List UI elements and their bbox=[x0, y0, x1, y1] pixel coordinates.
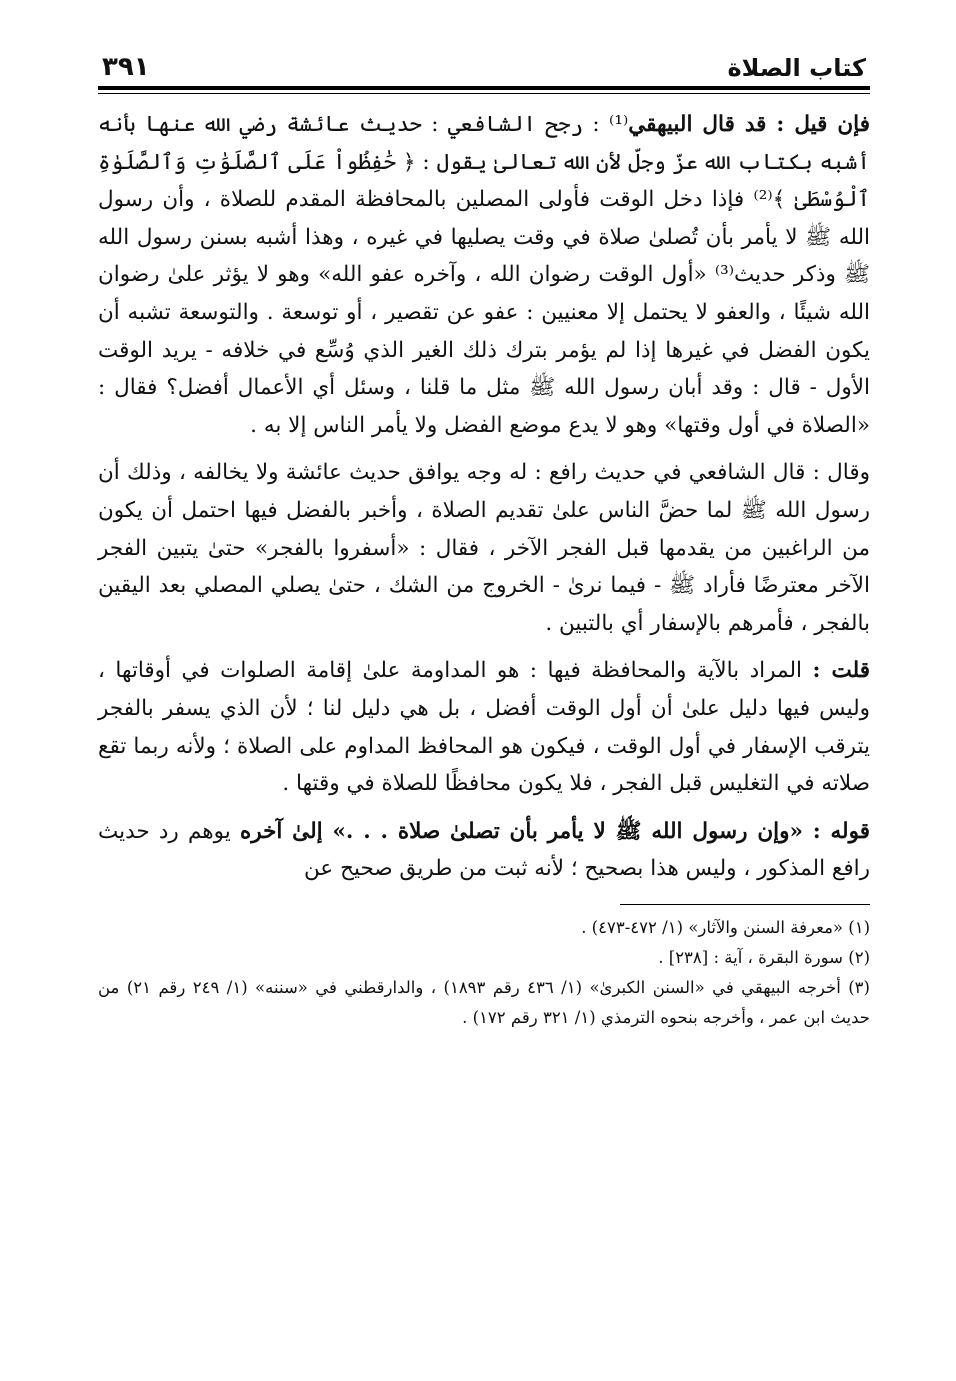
page-header bbox=[98, 28, 870, 82]
paragraph-4-text: يوهم رد حديث رافع المذكور ، وليس هذا بصحيح ؛ لأنه ثبت من طريق صحيح عن bbox=[98, 818, 870, 882]
footnote-1: (١) «معرفة السنن والآثار» (١/ ٤٧٢-٤٧٣) . bbox=[581, 917, 870, 937]
paragraph-1-lead: فإن قيل : قد قال البيهقي bbox=[628, 112, 870, 137]
header-rule-thick bbox=[98, 86, 870, 90]
paragraph-3-lead: قلت : bbox=[812, 658, 870, 684]
paragraph-3-text: المراد بالآية والمحافظة فيها : هو المداومة علىٰ إقامة الصلوات في أوقاتها ، وليس فيها دليل علىٰ أن أول الوقت أفضل ، بل هي دليل لنا ؛ لأن الذي يسفر بالفجر يترقب الإسفار في أول الوقت ، فيكون هو المحافظ المداوم على الصلاة ؛ ولأنه ربما تقع صلاته في التغليس قبل الفجر ، فلا يكون محافظًا للصلاة في وقتها . bbox=[98, 658, 871, 797]
page-number: ٣٩١ bbox=[102, 52, 150, 82]
footnote-3: (٣) أخرجه البيهقي في «السنن الكبرىٰ» (١/ ٤٣٦ رقم ١٨٩٣) ، والدارقطني في «سننه» (١/ ٢٤٩ رقم ٢١) من حديث ابن عمر ، وأخرجه بنحوه الترمذي (١/ ٣٢١ رقم ١٧٢) . bbox=[98, 977, 870, 1027]
main-text bbox=[98, 106, 870, 888]
paragraph-4-lead: قوله : «وإن رسول الله ﷺ لا يأمر بأن تصلىٰ صلاة . . .» إلىٰ آخره bbox=[239, 818, 870, 844]
paragraph-1-text: ⁽¹⁾ : رجح الشافعي : حديث عائشة رضي الله عنها بأنه أشبه بكتاب الله عزّ وجلّ لأن الله تعالىٰ يقول : ﴿ حَٰفِظُواْ عَلَى ٱلصَّلَوَٰتِ وَٱلصَّلَوٰةِ ٱلْوُسْطَىٰ ﴾⁽²⁾ فإذا دخل الوقت فأولى المصلين بالمحافظة المقدم للصلاة ، وأن رسول الله ﷺ لا يأمر بأن تُصلىٰ صلاة في وقت يصليها في غيره ، وهذا أشبه بسنن رسول الله ﷺ وذكر حديث⁽³⁾ «أول الوقت رضوان الله ، وآخره عفو الله» وهو لا يؤثر علىٰ رضوان الله شيئًا ، والعفو لا يحتمل إلا معنيين : عفو عن تقصير ، أو توسعة . والتوسعة تشبه أن يكون الفضل في غيرها إذا لم يؤمر بترك ذلك الغير الذي وُسِّع في خلافه - يريد الوقت الأول - قال : وقد أبان رسول الله ﷺ مثل ما قلنا ، وسئل أي الأعمال أفضل؟ فقال : «الصلاة في أول وقتها» وهو لا يدع موضع الفضل ولا يأمر الناس إلا به . bbox=[98, 112, 870, 438]
chapter-title: كتاب الصلاة bbox=[727, 54, 866, 82]
footnote-2: (٢) سورة البقرة ، آية : [٢٣٨] . bbox=[658, 947, 870, 967]
paragraph-2-text: وقال : قال الشافعي في حديث رافع : له وجه يوافق حديث عائشة ولا يخالفه ، وذلك أن رسول الله ﷺ لما حضَّ الناس علىٰ تقديم الصلاة ، وأخبر بالفضل فيها احتمل أن يكون من الراغبين من يقدمها قبل الفجر الآخر ، فقال : «أسفروا بالفجر» حتىٰ يتبين الفجر الآخر معترضًا فأراد ﷺ - فيما نرىٰ - الخروج من الشك ، حتىٰ يصلي المصلي بعد اليقين بالفجر ، فأمرهم بالإسفار أي بالتبين . bbox=[98, 460, 870, 636]
footnote-divider bbox=[620, 904, 870, 905]
footnotes bbox=[98, 913, 870, 1033]
book-page bbox=[98, 28, 870, 1033]
paragraph-3 bbox=[98, 652, 870, 802]
header-rule-thin bbox=[98, 93, 870, 94]
paragraph-1 bbox=[98, 106, 870, 444]
paragraph-2 bbox=[98, 454, 870, 642]
paragraph-4 bbox=[98, 813, 870, 888]
